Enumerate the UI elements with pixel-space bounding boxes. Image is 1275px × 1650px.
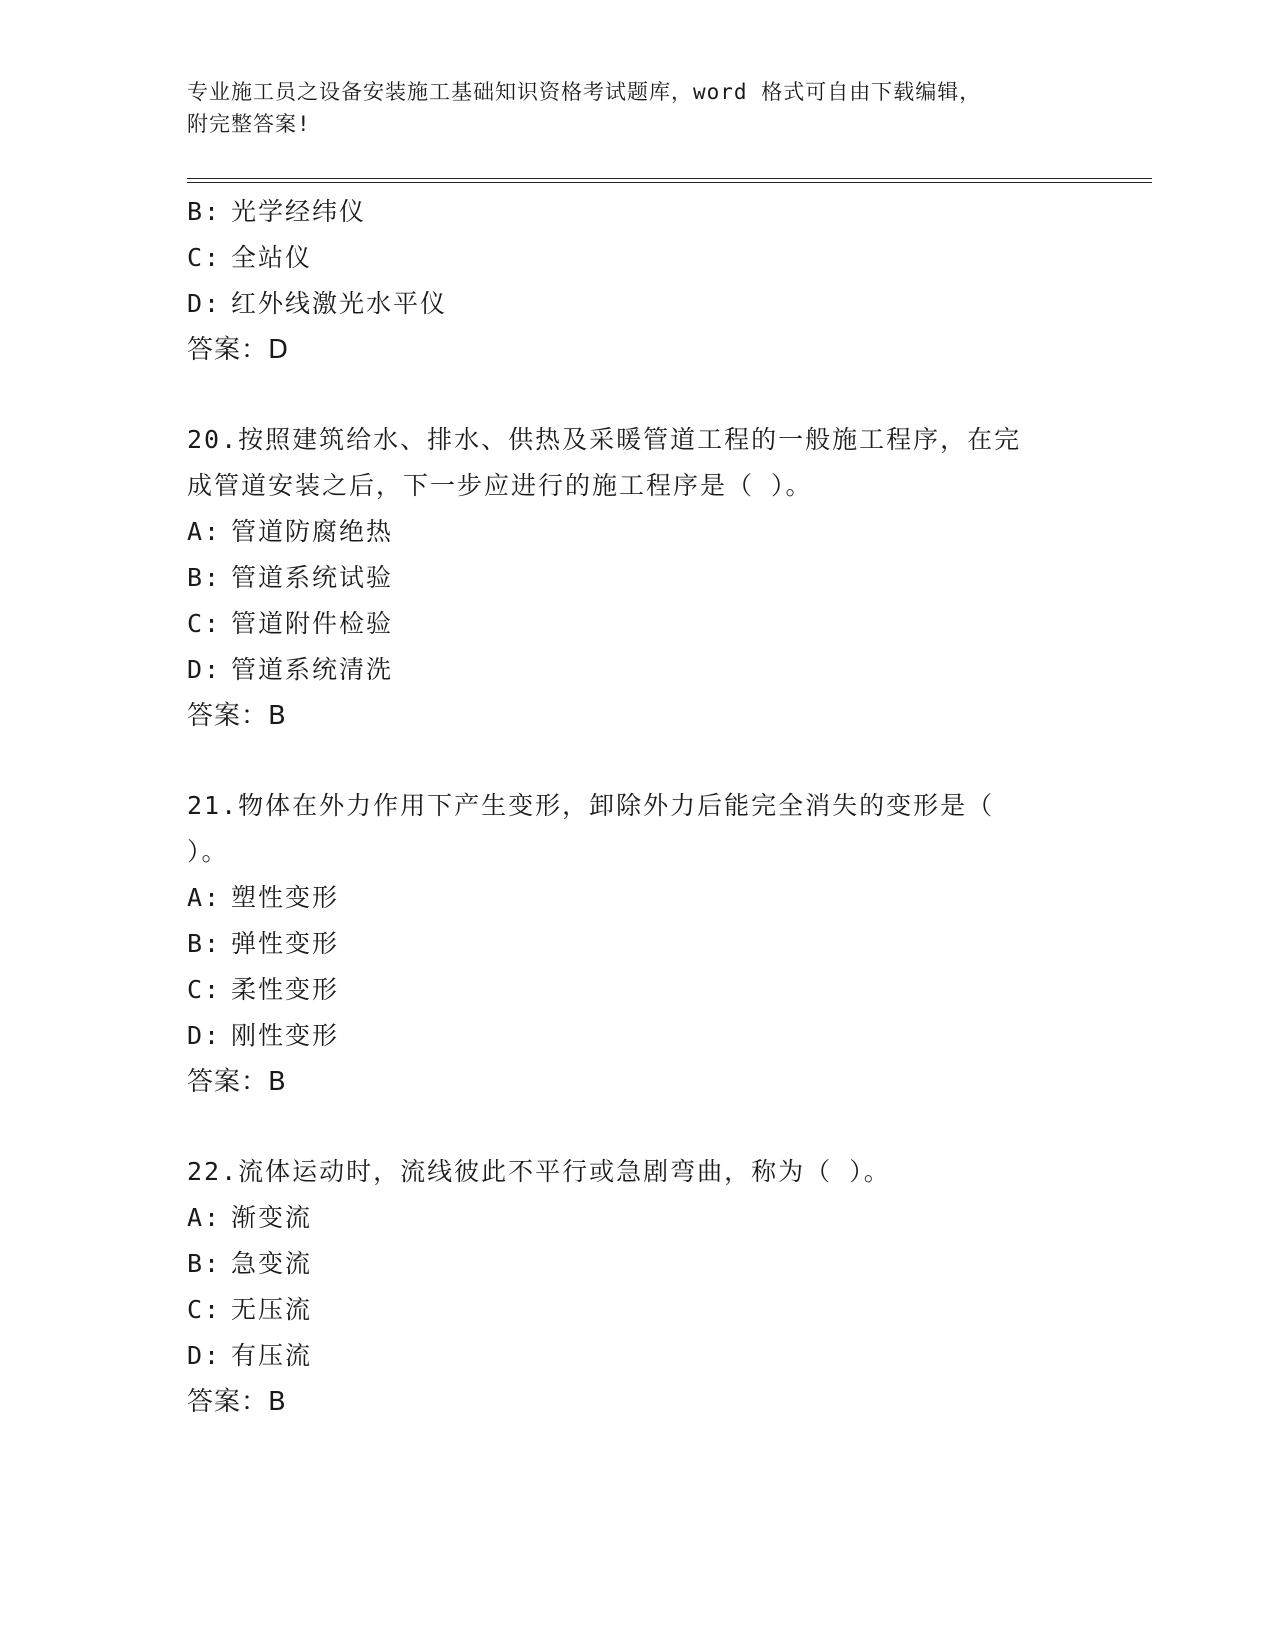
answer-line: 答案：B [187,1387,287,1417]
option-c [187,601,1087,647]
option-letter: B: [187,563,222,592]
question-21 [187,783,1087,1105]
header-title-line2: 附完整答案! [187,112,311,136]
option-text: 管道附件检验 [231,609,394,638]
option-b [187,189,1087,235]
option-a [187,875,1087,921]
option-b [187,921,1087,967]
question-stem-line: 21.物体在外力作用下产生变形，卸除外力后能完全消失的变形是（ [187,791,995,820]
spacer [187,373,1087,417]
option-text: 全站仪 [231,243,313,272]
option-text: 急变流 [231,1249,313,1278]
option-letter: C: [187,609,222,638]
option-letter: A: [187,1203,222,1232]
option-text: 管道系统清洗 [231,655,394,684]
option-text: 塑性变形 [231,883,340,912]
option-text: 渐变流 [231,1203,313,1232]
option-d [187,281,1087,327]
header-title-line1: 专业施工员之设备安装施工基础知识资格考试题库，word 格式可自由下载编辑， [187,80,982,104]
option-letter: C: [187,975,222,1004]
option-text: 无压流 [231,1295,313,1324]
option-letter: B: [187,197,222,226]
option-a [187,509,1087,555]
option-c [187,967,1087,1013]
option-letter: A: [187,517,222,546]
option-letter: C: [187,1295,222,1324]
option-c [187,1287,1087,1333]
document-header [187,76,1087,140]
option-letter: D: [187,1341,222,1370]
answer-line: 答案：D [187,335,290,365]
question-20 [187,417,1087,739]
option-text: 管道防腐绝热 [231,517,394,546]
question-stem-line: ）。 [187,837,229,866]
question-stem-line: 成管道安装之后，下一步应进行的施工程序是（ ）。 [187,471,813,500]
option-letter: B: [187,929,222,958]
option-a [187,1195,1087,1241]
spacer [187,739,1087,783]
option-c [187,235,1087,281]
question-stem-line: 20.按照建筑给水、排水、供热及采暖管道工程的一般施工程序，在完 [187,425,1022,454]
option-letter: D: [187,1021,222,1050]
option-letter: D: [187,289,222,318]
question-stem [187,1149,1067,1195]
option-d [187,1333,1087,1379]
question-list [187,189,1087,1425]
option-d [187,647,1087,693]
option-letter: D: [187,655,222,684]
option-b [187,1241,1087,1287]
question-stem [187,783,1067,875]
option-letter: A: [187,883,222,912]
option-text: 刚性变形 [231,1021,340,1050]
option-text: 柔性变形 [231,975,340,1004]
option-text: 光学经纬仪 [231,197,367,226]
answer-line: 答案：B [187,701,287,731]
option-text: 管道系统试验 [231,563,394,592]
option-b [187,555,1087,601]
option-letter: B: [187,1249,222,1278]
question-19-continued [187,189,1087,373]
question-22 [187,1149,1087,1425]
option-text: 红外线激光水平仪 [231,289,448,318]
question-stem [187,417,1067,509]
answer-line: 答案：B [187,1067,287,1097]
header-double-rule [187,178,1152,183]
option-text: 有压流 [231,1341,313,1370]
option-d [187,1013,1087,1059]
spacer [187,1105,1087,1149]
question-stem-line: 22.流体运动时，流线彼此不平行或急剧弯曲，称为（ ）。 [187,1157,891,1186]
option-letter: C: [187,243,222,272]
option-text: 弹性变形 [231,929,340,958]
